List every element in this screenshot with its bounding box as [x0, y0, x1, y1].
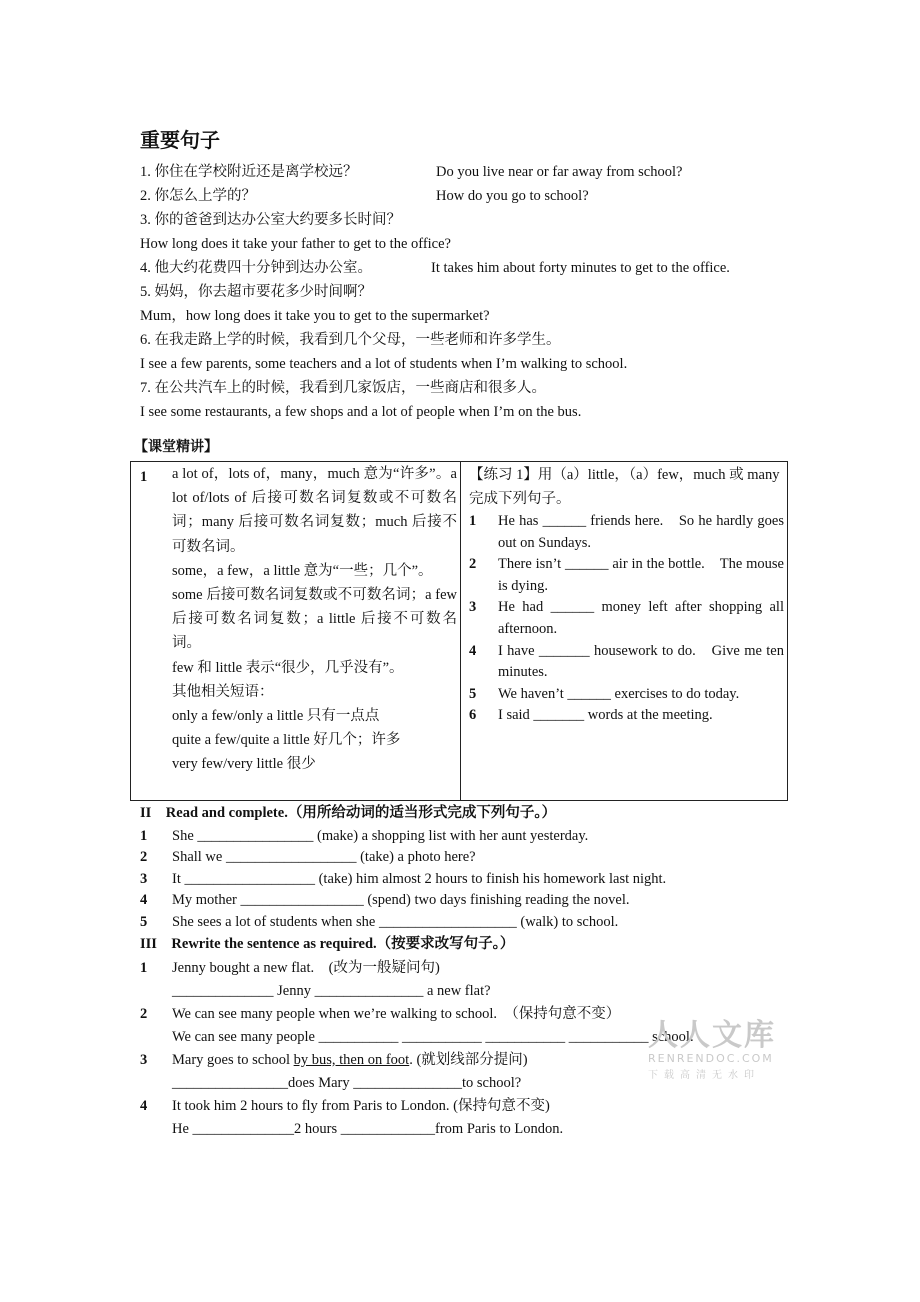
watermark-logo: [648, 1010, 776, 1081]
practice-sentence: I said _______ words at the meeting.: [498, 707, 713, 724]
practice-number: 4: [469, 642, 477, 659]
sentence-2-cn: 2. 你怎么上学的？: [140, 188, 256, 204]
explanation-para-3: some 后接可数名词复数或不可数名词；a few 后接可数名词复数；a little 后接不可数名词。: [172, 587, 457, 652]
section-3-item-line2: ______________ Jenny _______________ a new flat?: [172, 983, 491, 999]
sentence-4-cn: 4. 他大约花费四十分钟到达办公室。: [140, 260, 372, 276]
practice-item: [469, 554, 784, 597]
section-2-number: 3: [140, 871, 148, 887]
section-3-item-line1: [172, 1050, 528, 1070]
section-2-item: My mother _________________ (spend) two days finishing reading the novel.: [172, 892, 630, 908]
section-3-item-line2: We can see many people ___________ ___________ ___________ ___________ school.: [172, 1029, 694, 1045]
section-3-item-line1: We can see many people when we’re walking to school. （保持句意不变）: [172, 1006, 621, 1022]
practice-sentence: I have _______ housework to do. Give me ten minutes.: [498, 642, 784, 681]
section-2-item: It __________________ (take) him almost 2 hours to finish his homework last night.: [172, 871, 667, 887]
practice-item: [469, 684, 784, 706]
explanation-table: [130, 461, 788, 801]
sentence-6-en: I see a few parents, some teachers and a lot of students when I’m walking to school.: [140, 356, 628, 372]
practice-cell: [461, 462, 788, 801]
section-2-heading: II Read and complete.（用所给动词的适当形式完成下列句子。）: [140, 805, 557, 821]
section-3-heading: III Rewrite the sentence as required.（按要求改写句子。）: [140, 936, 515, 952]
practice-intro: 【练习 1】用（a）little，（a）few，much 或 many 完成下列句子。: [469, 467, 780, 507]
sentence-5-en: Mum，how long does it take you to get to the supermarket?: [140, 308, 490, 324]
question-prefix: Mary goes to school: [172, 1052, 294, 1068]
underlined-phrase: by bus, then on foot: [293, 1052, 410, 1068]
section-3-number: 2: [140, 1006, 148, 1022]
explanation-text: [172, 462, 457, 777]
section-2-number: 2: [140, 849, 148, 865]
sentence-7-en: I see some restaurants, a few shops and a lot of people when I’m on the bus.: [140, 404, 582, 420]
class-heading: 【课堂精讲】: [134, 439, 218, 455]
section-2-number: 4: [140, 892, 148, 908]
sentence-3-en: How long does it take your father to get to the office?: [140, 236, 451, 252]
explanation-para-7: quite a few/quite a little 好几个；许多: [172, 732, 401, 749]
section-3-number: 3: [140, 1052, 148, 1068]
practice-sentence: He has ______ friends here. So he hardly goes out on Sundays.: [498, 513, 784, 551]
section-2-item: Shall we __________________ (take) a photo here?: [172, 849, 476, 865]
page-title: 重要句子: [140, 128, 220, 152]
practice-sentence: He had ______ money left after shopping all afternoon.: [498, 599, 784, 637]
practice-item: [469, 705, 784, 727]
practice-item: [469, 641, 784, 684]
practice-item: [469, 597, 784, 640]
sentence-6-cn: 6. 在我走路上学的时候，我看到几个父母，一些老师和许多学生。: [140, 332, 561, 348]
sentence-2-en: How do you go to school?: [436, 188, 589, 204]
sentence-7-cn: 7. 在公共汽车上的时候，我看到几家饭店，一些商店和很多人。: [140, 380, 546, 396]
practice-number: 5: [469, 685, 477, 702]
explanation-para-6: only a few/only a little 只有一点点: [172, 708, 380, 725]
section-2-item: She ________________ (make) a shopping list with her aunt yesterday.: [172, 828, 589, 844]
explanation-cell: [131, 462, 461, 801]
section-3-item-line1: It took him 2 hours to fly from Paris to London. (保持句意不变): [172, 1098, 550, 1114]
sentence-1-cn: 1. 你住在学校附近还是离学校远？: [140, 164, 358, 180]
watermark-sub: 下载高清无水印: [648, 1070, 760, 1081]
explanation-para-5: 其他相关短语：: [172, 683, 274, 700]
section-3-item-line2: ________________does Mary _______________to school?: [172, 1075, 522, 1091]
sentence-4-en: It takes him about forty minutes to get to the office.: [431, 260, 730, 276]
practice-text: [469, 463, 784, 727]
sentence-3-cn: 3. 你的爸爸到达办公室大约要多长时间？: [140, 212, 401, 228]
section-3-number: 1: [140, 960, 148, 976]
explanation-number: 1: [140, 469, 148, 485]
explanation-para-4: few 和 little 表示“很少，几乎没有”。: [172, 659, 404, 676]
practice-number: 3: [469, 599, 477, 616]
sentence-1-en: Do you live near or far away from school?: [436, 164, 683, 180]
practice-sentence: There isn’t ______ air in the bottle. The mouse is dying.: [498, 556, 784, 594]
explanation-para-1: a lot of，lots of，many，much 意为“许多”。a lot of/lots of 后接可数名词复数或不可数名词；many 后接可数名词复数；much 后接不可数名词。: [172, 466, 457, 555]
question-suffix: . (就划线部分提问): [409, 1052, 528, 1068]
explanation-para-8: very few/very little 很少: [172, 756, 316, 773]
practice-number: 2: [469, 556, 477, 573]
section-3-number: 4: [140, 1098, 148, 1114]
watermark-en: RENRENDOC.COM: [648, 1052, 774, 1065]
sentence-5-cn: 5. 妈妈，你去超市要花多少时间啊？: [140, 284, 372, 300]
section-3-item-line2: He ______________2 hours _____________from Paris to London.: [172, 1121, 564, 1137]
explanation-para-2: some，a few，a little 意为“一些；几个”。: [172, 562, 433, 579]
watermark-cn: 人人文库: [648, 1018, 776, 1053]
section-2-item: She sees a lot of students when she ___________________ (walk) to school.: [172, 914, 619, 930]
practice-number: 1: [469, 513, 477, 529]
practice-number: 6: [469, 707, 477, 724]
section-2-number: 5: [140, 914, 148, 930]
section-2-number: 1: [140, 828, 148, 844]
practice-item: [469, 511, 784, 554]
practice-sentence: We haven’t ______ exercises to do today.: [498, 685, 740, 702]
section-3-item-line1: Jenny bought a new flat. (改为一般疑问句): [172, 960, 440, 976]
